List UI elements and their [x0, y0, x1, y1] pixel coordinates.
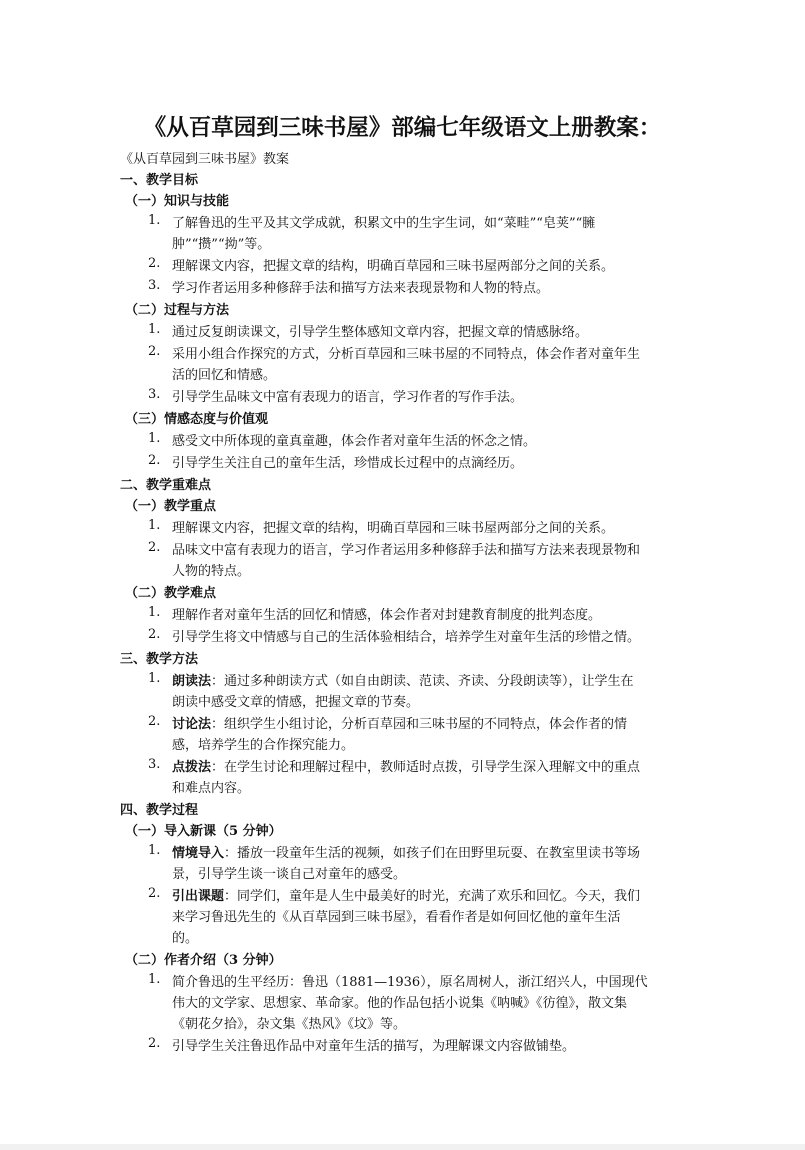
subsection-heading: （二）作者介绍（3 分钟） — [125, 953, 282, 968]
list-item — [120, 322, 690, 343]
item-text: 简介鲁迅的生平经历：鲁迅（1881—1936），原名周树人，浙江绍兴人，中国现代 — [172, 975, 648, 990]
item-number: 1. — [148, 518, 161, 533]
list-item — [120, 671, 690, 713]
item-text-rest: ：组织学生小组讨论，分析百草园和三味书屋的不同特点，体会作者的情 — [211, 717, 628, 732]
item-number: 1. — [148, 322, 161, 337]
item-text: 人物的特点。 — [172, 564, 251, 579]
item-text: 来学习鲁迅先生的《从百草园到三味书屋》，看看作者是如何回忆他的童年生活 — [172, 910, 621, 925]
lesson-plan-subtitle: 《从百草园到三味书屋》教案 — [120, 152, 290, 167]
list-item — [120, 886, 690, 949]
item-text-rest: ：通过多种朗读方式（如自由朗读、范读、齐读、分段朗读等），让学生在 — [211, 674, 634, 689]
list-item — [120, 605, 690, 626]
item-number: 3. — [148, 278, 161, 293]
item-text: 感，培养学生的合作探究能力。 — [172, 738, 355, 753]
item-text-rest: ：在学生讨论和理解过程中，教师适时点拨，引导学生深入理解文中的重点 — [211, 760, 641, 775]
list-item — [120, 453, 690, 474]
item-text — [172, 843, 690, 864]
item-number: 3. — [148, 387, 161, 402]
item-text: 了解鲁迅的生平及其文学成就，积累文中的生字生词，如“菜畦”“皂荚”“臃 — [172, 216, 596, 231]
list-item — [120, 714, 690, 756]
method-label: 讨论法 — [172, 717, 212, 732]
item-text: 引导学生关注自己的童年生活，珍惜成长过程中的点滴经历。 — [172, 456, 524, 471]
list-item — [120, 1036, 690, 1057]
method-label: 朗读法 — [172, 674, 212, 689]
list-item — [120, 344, 690, 386]
item-text: 景，引导学生谈一谈自己对童年的感受。 — [172, 867, 407, 882]
item-number: 2. — [148, 256, 161, 271]
subsection-heading: （一）教学重点 — [125, 499, 217, 514]
document-body — [120, 149, 690, 1058]
section-heading-objectives: 一、教学目标 — [120, 173, 199, 188]
item-text: 理解课文内容，把握文章的结构，明确百草园和三味书屋两部分之间的关系。 — [172, 521, 615, 536]
item-text: 肿”“攒”“拗”等。 — [172, 237, 271, 252]
item-text — [172, 671, 690, 692]
item-number: 1. — [148, 605, 161, 620]
section-heading-process: 四、教学过程 — [120, 803, 199, 818]
step-label: 引出课题 — [172, 889, 225, 904]
list-item — [120, 387, 690, 408]
item-text: 和难点内容。 — [172, 781, 251, 796]
subsection-heading: （二）教学难点 — [125, 586, 217, 601]
method-label: 点拨法 — [172, 760, 212, 775]
item-number: 2. — [148, 886, 161, 901]
list-item — [120, 843, 690, 885]
item-number: 2. — [148, 714, 161, 729]
list-item — [120, 431, 690, 452]
list-item — [120, 278, 690, 299]
item-number: 3. — [148, 757, 161, 772]
item-text: 通过反复朗读课文，引导学生整体感知文章内容，把握文章的情感脉络。 — [172, 325, 589, 340]
item-number: 1. — [148, 431, 161, 446]
item-text: 引导学生将文中情感与自己的生活体验相结合，培养学生对童年生活的珍惜之情。 — [172, 630, 641, 645]
item-number: 2. — [148, 540, 161, 555]
list-item — [120, 540, 690, 582]
item-text: 理解课文内容，把握文章的结构，明确百草园和三味书屋两部分之间的关系。 — [172, 259, 615, 274]
item-text — [172, 757, 690, 778]
item-text: 学习作者运用多种修辞手法和描写方法来表现景物和人物的特点。 — [172, 281, 550, 296]
item-text: 引导学生品味文中富有表现力的语言，学习作者的写作手法。 — [172, 390, 524, 405]
item-number: 1. — [148, 843, 161, 858]
item-text: 的。 — [172, 931, 199, 946]
item-number: 2. — [148, 1036, 161, 1051]
item-text: 活的回忆和情感。 — [172, 368, 277, 383]
section-heading-key-points: 二、教学重难点 — [120, 478, 212, 493]
subsection-heading: （一）知识与技能 — [125, 194, 230, 209]
subsection-heading: （三）情感态度与价值观 — [125, 412, 269, 427]
document-title: 《从百草园到三味书屋》部编七年级语文上册教案： — [143, 115, 662, 141]
item-text — [172, 714, 690, 735]
list-item — [120, 972, 690, 1035]
item-number: 2. — [148, 627, 161, 642]
item-text-rest: ：播放一段童年生活的视频，如孩子们在田野里玩耍、在教室里读书等场 — [224, 846, 641, 861]
item-number: 2. — [148, 344, 161, 359]
item-text: 感受文中所体现的童真童趣，体会作者对童年生活的怀念之情。 — [172, 434, 537, 449]
item-text-rest: ：同学们，童年是人生中最美好的时光，充满了欢乐和回忆。今天，我们 — [224, 889, 641, 904]
list-item — [120, 518, 690, 539]
list-item — [120, 627, 690, 648]
item-text — [172, 886, 690, 907]
item-text: 伟大的文学家、思想家、革命家。他的作品包括小说集《呐喊》《彷徨》，散文集 — [172, 996, 628, 1011]
subsection-heading: （二）过程与方法 — [125, 303, 230, 318]
list-item — [120, 256, 690, 277]
item-number: 2. — [148, 453, 161, 468]
item-number: 1. — [148, 213, 161, 228]
list-item — [120, 213, 690, 255]
item-text: 《朝花夕拾》，杂文集《热风》《坟》等。 — [172, 1017, 407, 1032]
section-heading-methods: 三、教学方法 — [120, 652, 199, 667]
subsection-heading: （一）导入新课（5 分钟） — [125, 824, 282, 839]
item-number: 1. — [148, 671, 161, 686]
item-text: 理解作者对童年生活的回忆和情感，体会作者对封建教育制度的批判态度。 — [172, 608, 602, 623]
item-text: 引导学生关注鲁迅作品中对童年生活的描写，为理解课文内容做铺垫。 — [172, 1039, 576, 1054]
item-number: 1. — [148, 972, 161, 987]
step-label: 情境导入 — [172, 846, 225, 861]
list-item — [120, 757, 690, 799]
item-text: 朗读中感受文章的情感，把握文章的节奏。 — [172, 695, 420, 710]
item-text: 采用小组合作探究的方式，分析百草园和三味书屋的不同特点，体会作者对童年生 — [172, 347, 641, 362]
item-text: 品味文中富有表现力的语言，学习作者运用多种修辞手法和描写方法来表现景物和 — [172, 543, 641, 558]
page-bottom-edge — [0, 1144, 805, 1150]
